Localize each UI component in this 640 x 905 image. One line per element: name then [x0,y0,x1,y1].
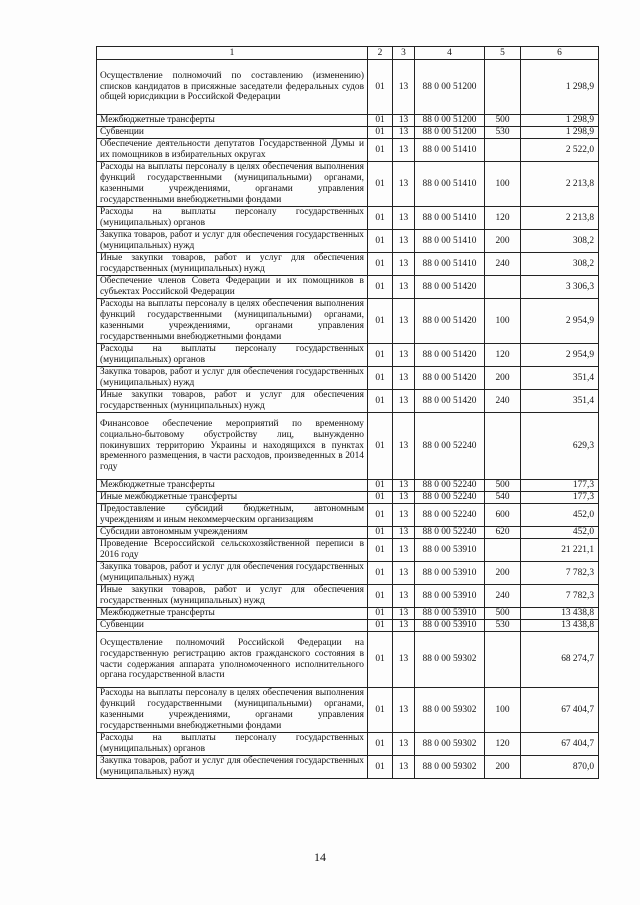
row-name: Расходы на выплаты персоналу государственных (муниципальных) органов [97,207,368,230]
row-name: Иные межбюджетные трансферты [97,492,368,504]
table-row [97,390,599,413]
row-subsection: 13 [393,562,415,585]
row-amount: 7 782,3 [521,562,599,585]
row-name: Закупка товаров, работ и услуг для обеспечения государственных (муниципальных) нужд [97,756,368,779]
row-section: 01 [368,504,393,527]
table-row [97,632,599,688]
table-row [97,276,599,299]
page-number: 14 [314,850,326,864]
row-subsection: 13 [393,688,415,733]
row-section: 01 [368,480,393,492]
row-subsection: 13 [393,127,415,139]
row-expense-type: 240 [485,585,521,608]
row-target-article: 88 0 00 51420 [415,390,485,413]
row-amount: 2 954,9 [521,299,599,344]
row-amount: 67 404,7 [521,733,599,756]
row-target-article: 88 0 00 51420 [415,367,485,390]
row-amount: 351,4 [521,390,599,413]
header-cell-amount: 6 [521,47,599,60]
row-section: 01 [368,230,393,253]
row-section: 01 [368,344,393,367]
table-row [97,230,599,253]
row-subsection: 13 [393,632,415,688]
row-name: Расходы на выплаты персоналу в целях обеспечения выполнения функций государственными (муниципальными) органами, казенными учреждениями, органами управления государственными внебюджетными фондами [97,688,368,733]
header-cell-target-article: 4 [415,47,485,60]
table-row [97,253,599,276]
row-subsection: 13 [393,756,415,779]
row-name: Осуществление полномочий по составлению (изменению) списков кандидатов в присяжные заседатели федеральных судов общей юрисдикции в Российской Федерации [97,60,368,115]
table-row [97,562,599,585]
row-section: 01 [368,253,393,276]
row-name: Межбюджетные трансферты [97,115,368,127]
row-amount: 870,0 [521,756,599,779]
row-expense-type: 120 [485,207,521,230]
row-target-article: 88 0 00 51200 [415,60,485,115]
row-target-article: 88 0 00 51410 [415,253,485,276]
row-target-article: 88 0 00 53910 [415,585,485,608]
row-name: Субсидии автономным учреждениям [97,527,368,539]
row-name: Осуществление полномочий Российской Федерации на государственную регистрацию актов гражданского состояния в части содержания аппарата уполномоченного исполнительного органа государственной власти [97,632,368,688]
row-section: 01 [368,127,393,139]
row-expense-type [485,539,521,562]
row-name: Иные закупки товаров, работ и услуг для обеспечения государственных (муниципальных) нужд [97,585,368,608]
row-target-article: 88 0 00 51420 [415,344,485,367]
table-row [97,162,599,207]
row-amount: 3 306,3 [521,276,599,299]
row-amount: 67 404,7 [521,688,599,733]
row-expense-type: 100 [485,299,521,344]
table-row [97,756,599,779]
row-section: 01 [368,162,393,207]
row-amount: 351,4 [521,367,599,390]
table-row [97,733,599,756]
row-amount: 308,2 [521,253,599,276]
row-expense-type: 240 [485,253,521,276]
row-name: Субвенции [97,620,368,632]
row-section: 01 [368,608,393,620]
row-subsection: 13 [393,492,415,504]
row-expense-type: 500 [485,480,521,492]
row-name: Расходы на выплаты персоналу государственных (муниципальных) органов [97,344,368,367]
row-amount: 13 438,8 [521,620,599,632]
table-row [97,539,599,562]
table-row [97,527,599,539]
row-target-article: 88 0 00 53910 [415,620,485,632]
table-row [97,688,599,733]
row-amount: 2 213,8 [521,207,599,230]
row-name: Финансовое обеспечение мероприятий по временному социально-бытовому обустройству лиц, вынужденно покинувших территорию Украины и находящихся в пунктах временного размещения, в части расходов, произведенных в 2014 году [97,413,368,480]
table-body [97,47,599,779]
row-name: Расходы на выплаты персоналу государственных (муниципальных) органов [97,733,368,756]
row-target-article: 88 0 00 52240 [415,413,485,480]
row-amount: 452,0 [521,504,599,527]
row-subsection: 13 [393,413,415,480]
row-amount: 177,3 [521,480,599,492]
table-row [97,344,599,367]
row-expense-type: 530 [485,620,521,632]
row-target-article: 88 0 00 52240 [415,492,485,504]
row-name: Обеспечение деятельности депутатов Государственной Думы и их помощников в избирательных округах [97,139,368,162]
header-cell-expense-type: 5 [485,47,521,60]
row-subsection: 13 [393,620,415,632]
table-row [97,504,599,527]
row-subsection: 13 [393,162,415,207]
row-section: 01 [368,632,393,688]
row-section: 01 [368,115,393,127]
row-section: 01 [368,413,393,480]
row-amount: 1 298,9 [521,60,599,115]
row-expense-type: 120 [485,344,521,367]
row-subsection: 13 [393,390,415,413]
row-expense-type: 240 [485,390,521,413]
table-row [97,207,599,230]
table-row [97,115,599,127]
row-expense-type [485,632,521,688]
row-name: Обеспечение членов Совета Федерации и их помощников в субъектах Российской Федерации [97,276,368,299]
row-subsection: 13 [393,230,415,253]
row-subsection: 13 [393,344,415,367]
row-amount: 452,0 [521,527,599,539]
table-row [97,620,599,632]
row-amount: 177,3 [521,492,599,504]
row-subsection: 13 [393,276,415,299]
row-amount: 2 522,0 [521,139,599,162]
table-row [97,60,599,115]
row-name: Субвенции [97,127,368,139]
table-row [97,608,599,620]
table-row [97,139,599,162]
row-subsection: 13 [393,139,415,162]
header-cell-section: 2 [368,47,393,60]
row-name: Межбюджетные трансферты [97,608,368,620]
row-name: Предоставление субсидий бюджетным, автономным учреждениям и иным некоммерческим организациям [97,504,368,527]
row-target-article: 88 0 00 53910 [415,608,485,620]
header-cell-name: 1 [97,47,368,60]
row-expense-type: 100 [485,688,521,733]
row-target-article: 88 0 00 59302 [415,756,485,779]
row-expense-type [485,60,521,115]
row-expense-type: 500 [485,115,521,127]
row-name: Закупка товаров, работ и услуг для обеспечения государственных (муниципальных) нужд [97,562,368,585]
row-section: 01 [368,585,393,608]
row-name: Иные закупки товаров, работ и услуг для обеспечения государственных (муниципальных) нужд [97,390,368,413]
row-subsection: 13 [393,253,415,276]
row-target-article: 88 0 00 51420 [415,276,485,299]
row-expense-type: 620 [485,527,521,539]
row-target-article: 88 0 00 59302 [415,688,485,733]
row-target-article: 88 0 00 51200 [415,115,485,127]
row-expense-type: 530 [485,127,521,139]
row-amount: 2 954,9 [521,344,599,367]
row-subsection: 13 [393,207,415,230]
row-section: 01 [368,276,393,299]
row-subsection: 13 [393,115,415,127]
row-section: 01 [368,139,393,162]
row-subsection: 13 [393,733,415,756]
row-section: 01 [368,688,393,733]
row-expense-type: 500 [485,608,521,620]
row-expense-type: 200 [485,230,521,253]
row-name: Закупка товаров, работ и услуг для обеспечения государственных (муниципальных) нужд [97,367,368,390]
header-cell-subsection: 3 [393,47,415,60]
row-target-article: 88 0 00 52240 [415,480,485,492]
table-row [97,492,599,504]
row-expense-type: 200 [485,756,521,779]
row-name: Закупка товаров, работ и услуг для обеспечения государственных (муниципальных) нужд [97,230,368,253]
row-target-article: 88 0 00 51410 [415,162,485,207]
row-subsection: 13 [393,608,415,620]
row-target-article: 88 0 00 51410 [415,230,485,253]
row-name: Межбюджетные трансферты [97,480,368,492]
row-subsection: 13 [393,585,415,608]
row-subsection: 13 [393,504,415,527]
row-section: 01 [368,733,393,756]
table-row [97,413,599,480]
table-row [97,127,599,139]
row-section: 01 [368,390,393,413]
row-amount: 1 298,9 [521,115,599,127]
row-amount: 629,3 [521,413,599,480]
row-expense-type: 540 [485,492,521,504]
row-amount: 2 213,8 [521,162,599,207]
table-row [97,299,599,344]
row-expense-type: 100 [485,162,521,207]
row-section: 01 [368,562,393,585]
row-section: 01 [368,620,393,632]
budget-table [96,46,599,779]
row-section: 01 [368,539,393,562]
row-section: 01 [368,299,393,344]
row-target-article: 88 0 00 52240 [415,527,485,539]
row-expense-type [485,139,521,162]
row-expense-type [485,413,521,480]
row-target-article: 88 0 00 51410 [415,139,485,162]
row-subsection: 13 [393,367,415,390]
row-target-article: 88 0 00 51200 [415,127,485,139]
row-name: Расходы на выплаты персоналу в целях обеспечения выполнения функций государственными (муниципальными) органами, казенными учреждениями, органами управления государственными внебюджетными фондами [97,299,368,344]
table-row [97,480,599,492]
row-amount: 7 782,3 [521,585,599,608]
table-row [97,585,599,608]
row-amount: 68 274,7 [521,632,599,688]
row-target-article: 88 0 00 59302 [415,733,485,756]
row-name: Расходы на выплаты персоналу в целях обеспечения выполнения функций государственными (муниципальными) органами, казенными учреждениями, органами управления государственными внебюджетными фондами [97,162,368,207]
row-expense-type: 120 [485,733,521,756]
row-expense-type: 200 [485,367,521,390]
row-section: 01 [368,207,393,230]
row-subsection: 13 [393,480,415,492]
row-name: Иные закупки товаров, работ и услуг для обеспечения государственных (муниципальных) нужд [97,253,368,276]
row-expense-type [485,276,521,299]
row-section: 01 [368,492,393,504]
row-subsection: 13 [393,299,415,344]
row-name: Проведение Всероссийской сельскохозяйственной переписи в 2016 году [97,539,368,562]
row-target-article: 88 0 00 59302 [415,632,485,688]
row-amount: 13 438,8 [521,608,599,620]
row-expense-type: 600 [485,504,521,527]
row-section: 01 [368,367,393,390]
row-target-article: 88 0 00 53910 [415,562,485,585]
row-target-article: 88 0 00 51410 [415,207,485,230]
row-subsection: 13 [393,60,415,115]
row-section: 01 [368,527,393,539]
row-target-article: 88 0 00 52240 [415,504,485,527]
row-amount: 21 221,1 [521,539,599,562]
row-section: 01 [368,756,393,779]
row-subsection: 13 [393,539,415,562]
row-section: 01 [368,60,393,115]
row-target-article: 88 0 00 53910 [415,539,485,562]
row-subsection: 13 [393,527,415,539]
row-amount: 308,2 [521,230,599,253]
table-row [97,367,599,390]
table-header-row [97,47,599,60]
row-amount: 1 298,9 [521,127,599,139]
row-expense-type: 200 [485,562,521,585]
row-target-article: 88 0 00 51420 [415,299,485,344]
